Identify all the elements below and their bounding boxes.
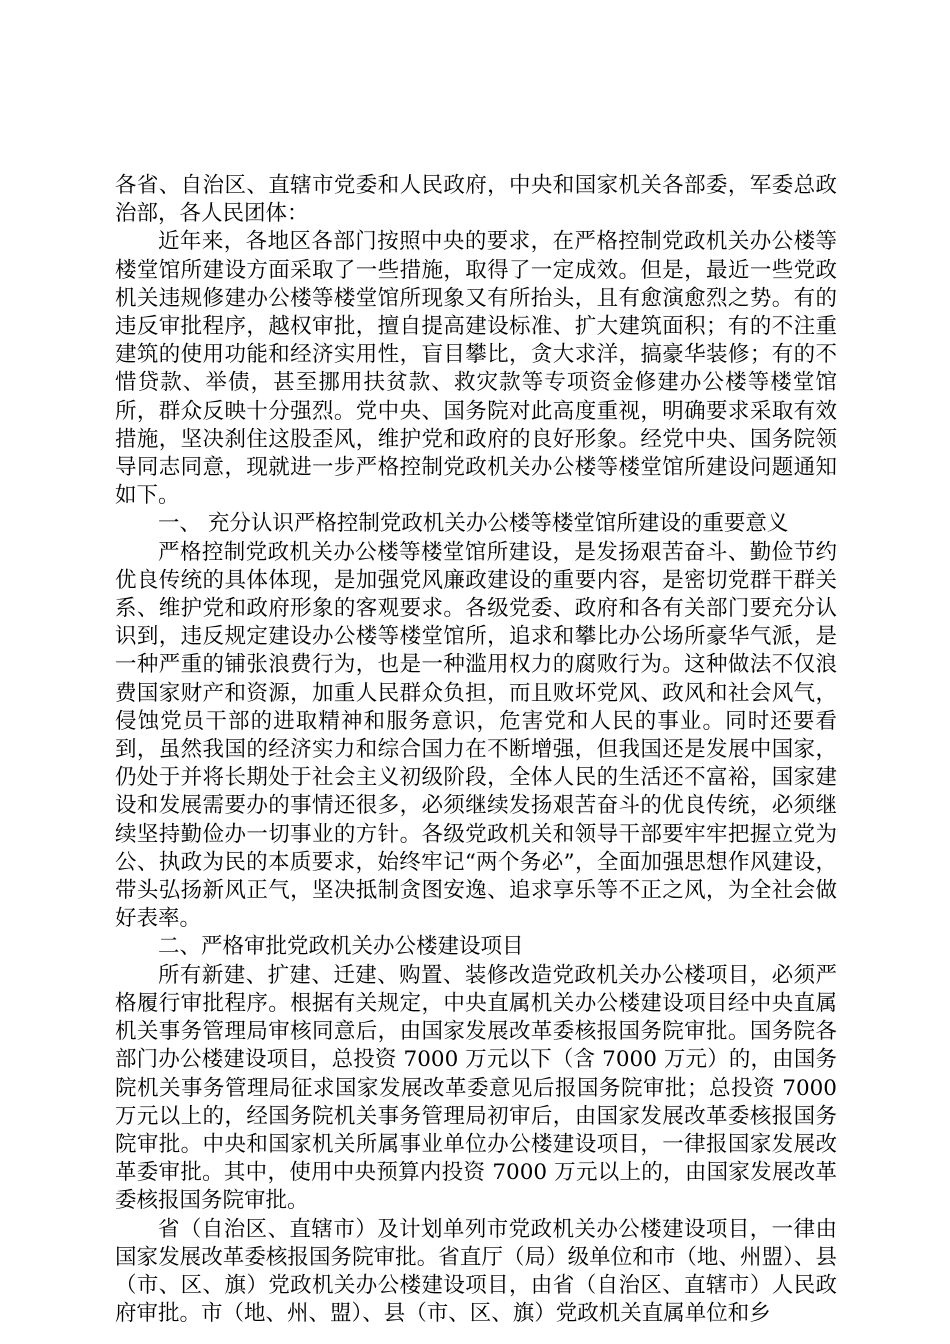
section-2-heading: 二、严格审批党政机关办公楼建设项目 (158, 934, 524, 960)
section-1-heading: 一、 充分认识严格控制党政机关办公楼等楼堂馆所建设的重要意义 (158, 511, 789, 537)
section-2-paragraph-1: 所有新建、扩建、迁建、购置、装修改造党政机关办公楼项目，必须严格履行审批程序。根据有关规定，中央直属机关办公楼建设项目经中央直属机关事务管理局审核同意后，由国家发展改革委核报国务院审批。国务院各部门办公楼建设项目，总投资 7000 万元以下（含 7000 万元）的，由国务院机关事务管理局征求国家发展改革委意见后报国务院审批；总投资 7000 万元以上的，经国务院机关事务管理局初审后，由国家发展改革委核报国务院审批。中央和国家机关所属事业单位办公楼建设项目，一律报国家发展改革委审批。其中，使用中央预算内投资 7000 万元以上的，由国家发展改革委核报国务院审批。 (115, 962, 837, 1214)
intro-paragraph: 近年来，各地区各部门按照中央的要求，在严格控制党政机关办公楼等楼堂馆所建设方面采取了一些措施，取得了一定成效。但是，最近一些党政机关违规修建办公楼等楼堂馆所现象又有所抬头，且有愈演愈烈之势。有的违反审批程序，越权审批，擅自提高建设标准、扩大建筑面积；有的不注重建筑的使用功能和经济实用性，盲目攀比，贪大求洋，搞豪华装修；有的不惜贷款、举债，甚至挪用扶贫款、救灾款等专项资金修建办公楼等楼堂馆所，群众反映十分强烈。党中央、国务院对此高度重视，明确要求采取有效措施，坚决刹住这股歪风，维护党和政府的良好形象。经党中央、国务院领导同志同意，现就进一步严格控制党政机关办公楼等楼堂馆所建设问题通知如下。 (115, 229, 837, 509)
document-body (115, 172, 837, 1328)
section-1-paragraph: 严格控制党政机关办公楼等楼堂馆所建设，是发扬艰苦奋斗、勤俭节约优良传统的具体体现，是加强党风廉政建设的重要内容，是密切党群干群关系、维护党和政府形象的客观要求。各级党委、政府和各有关部门要充分认识到，违反规定建设办公楼等楼堂馆所，追求和攀比办公场所豪华气派，是一种严重的铺张浪费行为，也是一种滥用权力的腐败行为。这种做法不仅浪费国家财产和资源，加重人民群众负担，而且败坏党风、政风和社会风气，侵蚀党员干部的进取精神和服务意识，危害党和人民的事业。同时还要看到，虽然我国的经济实力和综合国力在不断增强，但我国还是发展中国家，仍处于并将长期处于社会主义初级阶段，全体人民的生活还不富裕，国家建设和发展需要办的事情还很多，必须继续发扬艰苦奋斗的优良传统，必须继续坚持勤俭办一切事业的方针。各级党政机关和领导干部要牢牢把握立党为公、执政为民的本质要求，始终牢记“两个务必”，全面加强思想作风建设，带头弘扬新风正气，坚决抵制贪图安逸、追求享乐等不正之风，为全社会做好表率。 (115, 539, 837, 932)
section-2-paragraph-2: 省（自治区、直辖市）及计划单列市党政机关办公楼建设项目，一律由国家发展改革委核报国务院审批。省直厅（局）级单位和市（地、州盟）、县（市、区、旗）党政机关办公楼建设项目，由省（自治区、直辖市）人民政府审批。市（地、州、盟）、县（市、区、旗）党政机关直属单位和乡 (115, 1216, 837, 1327)
salutation: 各省、自治区、直辖市党委和人民政府，中央和国家机关各部委，军委总政治部，各人民团体： (115, 173, 837, 227)
